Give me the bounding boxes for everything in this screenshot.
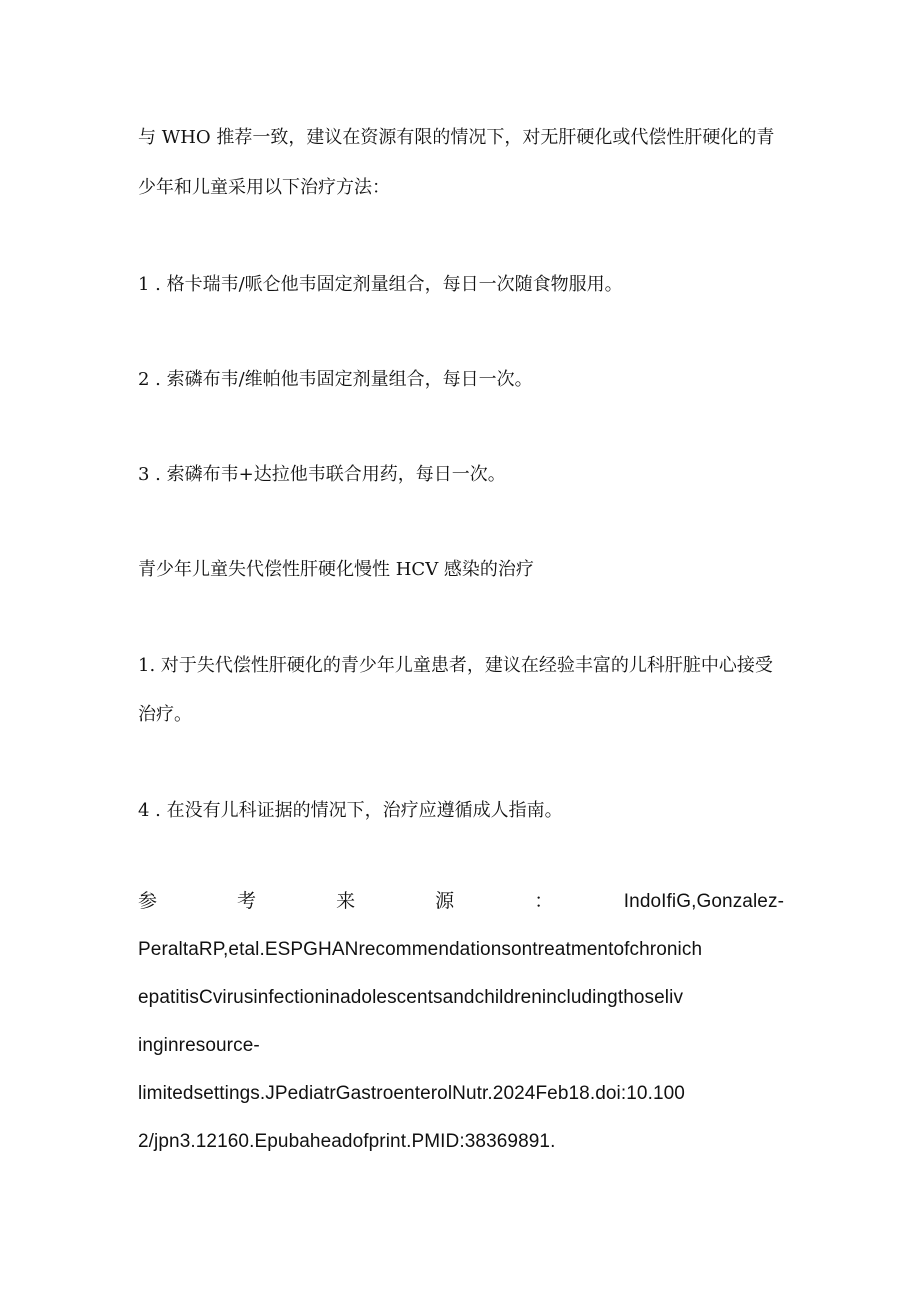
decompensated-item-line-2: 治疗。 [138,704,192,725]
reference-line-1: 参 考 来 源 ： IndoIfiG,Gonzalez- [138,891,784,912]
list-item-4: 4 . 在没有儿科证据的情况下，治疗应遵循成人指南。 [138,800,563,821]
reference-line-5: limitedsettings.JPediatrGastroenterolNutr.2024Feb18.doi:10.100 [138,1083,685,1104]
reference-line-4: inginresource- [138,1035,260,1056]
list-item-2: 2 . 索磷布韦/维帕他韦固定剂量组合，每日一次。 [138,369,533,390]
intro-line-2: 少年和儿童采用以下治疗方法： [138,177,390,198]
reference-line-6: 2/jpn3.12160.Epubaheadofprint.PMID:38369891. [138,1131,556,1152]
reference-line-3: epatitisCvirusinfectioninadolescentsandchildrenincludingthoseliv [138,987,684,1008]
list-item-1: 1 . 格卡瑞韦/哌仑他韦固定剂量组合，每日一次随食物服用。 [138,274,623,295]
section-heading: 青少年儿童失代偿性肝硬化慢性 HCV 感染的治疗 [138,559,534,580]
list-item-3: 3 . 索磷布韦+达拉他韦联合用药，每日一次。 [138,464,506,485]
decompensated-item-line-1: 1. 对于失代偿性肝硬化的青少年儿童患者，建议在经验丰富的儿科肝脏中心接受 [138,655,773,676]
intro-line-1: 与 WHO 推荐一致，建议在资源有限的情况下，对无肝硬化或代偿性肝硬化的青 [138,127,775,148]
reference-line-2: PeraltaRP,etal.ESPGHANrecommendationsontreatmentofchronich [138,939,703,960]
